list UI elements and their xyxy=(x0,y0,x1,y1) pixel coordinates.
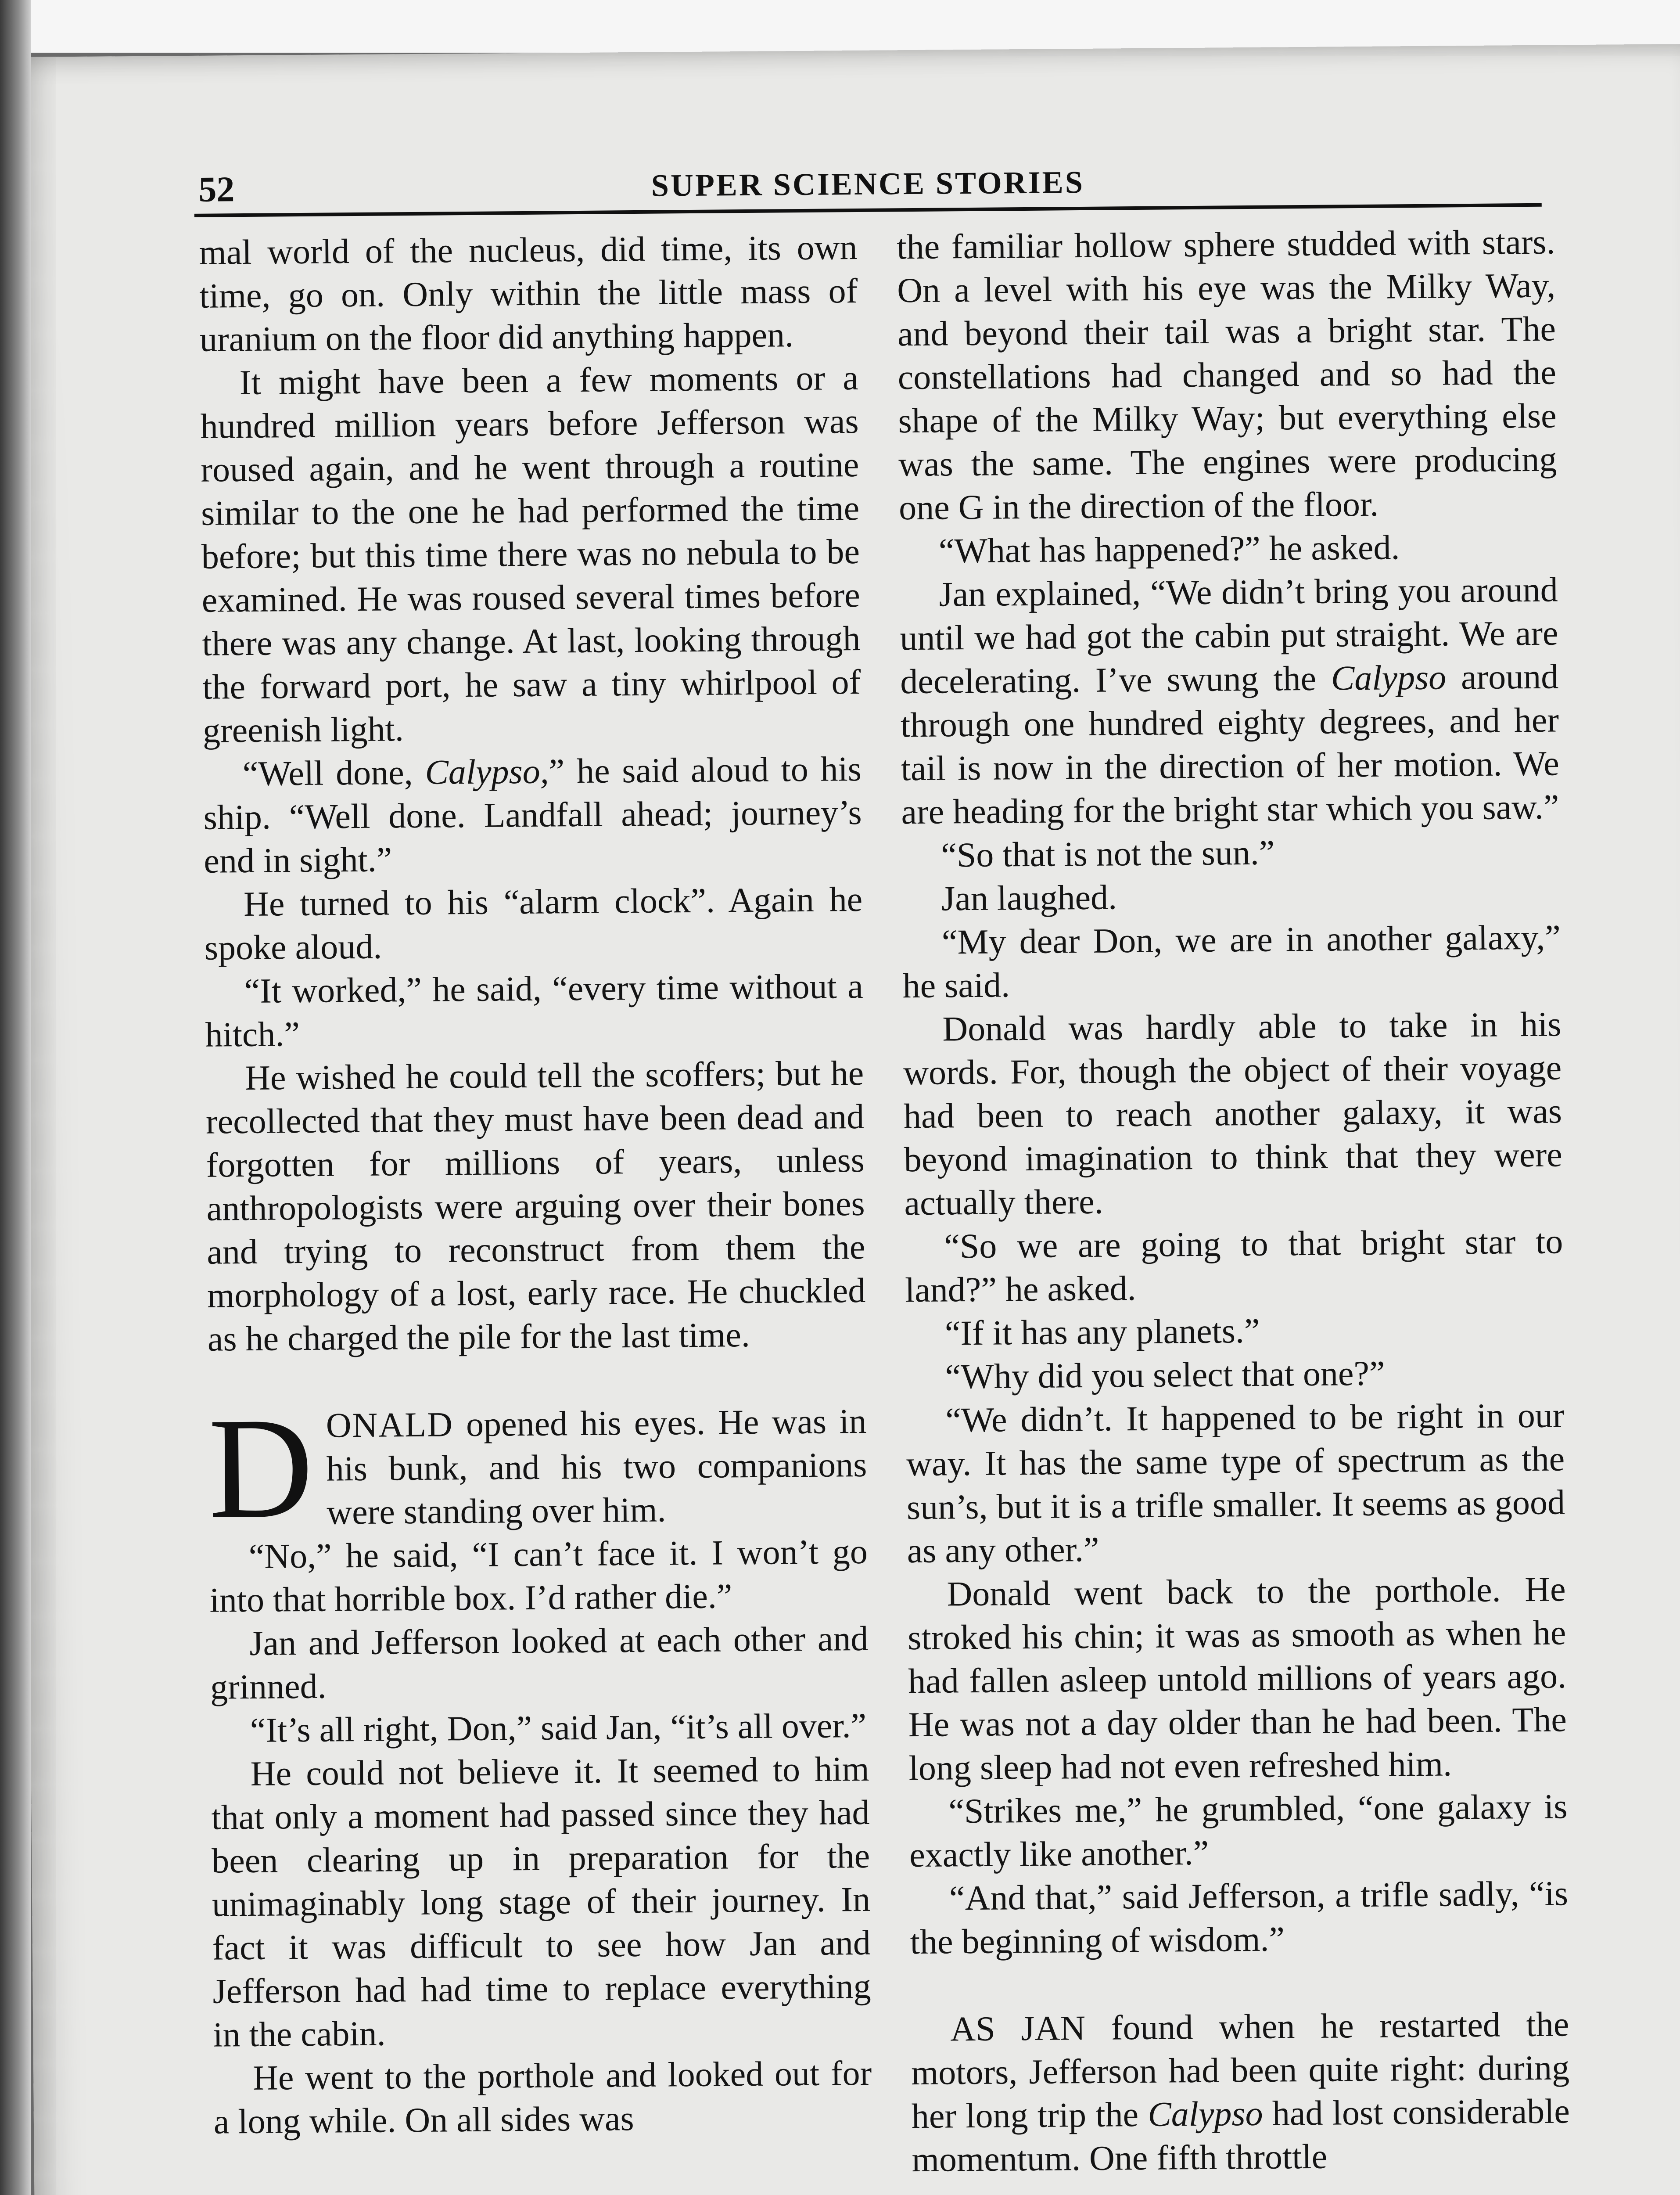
text-run: had lost considerable momentum. One fifth throttle xyxy=(912,2092,1570,2180)
paragraph: Donald went back to the porthole. He stroked his chin; it was as smooth as when he had fallen asleep untold millions of years ago. He was not a day older than he had been. The long sleep had not even refreshed him. xyxy=(908,1570,1567,1788)
page-number: 52 xyxy=(198,169,235,209)
small-caps-lead: AS JAN xyxy=(950,2009,1086,2049)
paragraph: the familiar hollow sphere studded with stars. On a level with his eye was the Milky Way, and beyond their tail was a bright star. The constellations had changed and so had the shape of the Milky Way; but everything else was the same. The engines were producing one G in the direction of the floor. xyxy=(897,223,1557,528)
text-run: found when he restarted the motors, Jefferson had been quite right: during her long trip the xyxy=(911,2005,1570,2136)
paragraph: “So that is not the sun.” xyxy=(941,833,1275,875)
paragraph: “No,” he said, “I can’t face it. I won’t go into that horrible box. I’d rather die.” xyxy=(209,1532,868,1620)
page-binding-shadow xyxy=(0,0,31,2195)
ship-name: Calypso xyxy=(1331,658,1447,698)
paragraph: Jan and Jefferson looked at each other and grinned. xyxy=(210,1619,869,1707)
paragraph: He could not believe it. It seemed to him that only a moment had passed since they had been clearing up in preparation for the unimaginably long stage of their journey. In fact it was difficult to see how Jan and Jefferson had had time to replace everything in the cabin. xyxy=(211,1749,871,2055)
paragraph: mal world of the nucleus, did time, its own time, go on. Only within the little mass of uranium on the floor did anything happen. xyxy=(199,228,858,359)
text-run: Jan explained, “We didn’t bring you around until we had got the cabin put straight. We are decelerating. I’ve swung the xyxy=(900,570,1558,702)
paragraph: He wished he could tell the scoffers; but he recollected that they must have been dead and forgotten for millions of years, unless anthropologists were arguing over their bones and trying to reconstruct from them the morphology of a lost, early race. He chuckled as he charged the pile for the last time. xyxy=(205,1054,866,1359)
paragraph: Jan laughed. xyxy=(941,878,1117,918)
text-run: “Well done, xyxy=(242,753,425,794)
paragraph: “It’s all right, Don,” said Jan, “it’s all over.” xyxy=(250,1706,867,1750)
paragraph: Donald was hardly able to take in his words. For, though the object of their voyage had been to reach another galaxy, it was beyond imagination to think that they were actually there. xyxy=(903,1005,1563,1223)
paragraph xyxy=(203,748,862,883)
right-column xyxy=(897,220,1570,2182)
paragraph: He turned to his “alarm clock”. Again he spoke aloud. xyxy=(204,880,863,968)
text-run: opened his eyes. He was in his bunk, and his two companions were standing over him. xyxy=(326,1402,867,1532)
paragraph: “It worked,” he said, “every time without a hitch.” xyxy=(205,967,864,1054)
page-header xyxy=(194,137,1542,217)
text-run: around through one hundred eighty degrees, and her tail is now in the direction of her motion. We are heading for the bright star which you saw.” xyxy=(900,657,1560,832)
paragraph: “So we are going to that bright star to land?” he asked. xyxy=(905,1222,1563,1310)
paragraph: It might have been a few moments or a hundred million years before Jefferson was roused again, and he went through a routine similar to the one he had performed the time before; but this time there was no nebula to be examined. He was roused several times before there was any change. At last, looking through the forward port, he saw a tiny whirlpool of greenish light. xyxy=(200,358,861,750)
ship-name: Calypso, xyxy=(425,752,549,792)
paragraph-section-start xyxy=(208,1387,867,1549)
paragraph: “Strikes me,” he grumbled, “one galaxy is exactly like another.” xyxy=(909,1787,1568,1875)
paragraph-section-start xyxy=(911,2003,1570,2182)
small-caps-lead: ONALD xyxy=(326,1405,454,1445)
paragraph xyxy=(899,568,1560,834)
paragraph: “We didn’t. It happened to be right in our way. It has the same type of spectrum as the sun’s, but it is a trifle smaller. It seems as good as any other.” xyxy=(906,1396,1565,1571)
drop-cap: D xyxy=(208,1387,314,1549)
ship-name: Calypso xyxy=(1148,2094,1263,2134)
left-column xyxy=(199,226,872,2144)
paragraph: “What has happened?” he asked. xyxy=(938,528,1400,571)
paragraph: He went to the porthole and looked out for a long while. On all sides was xyxy=(213,2054,872,2141)
magazine-title: SUPER SCIENCE STORIES xyxy=(651,164,1085,203)
magazine-page xyxy=(18,44,1680,2195)
text-run: ” he said aloud to his ship. “Well done. Landfall ahead; journey’s end in sight.” xyxy=(203,749,862,881)
paragraph: “If it has any planets.” xyxy=(944,1311,1260,1353)
paragraph: “Why did you select that one?” xyxy=(945,1354,1385,1396)
paragraph: “And that,” said Jefferson, a trifle sadly, “is the beginning of wisdom.” xyxy=(910,1874,1569,1962)
paragraph: “My dear Don, we are in another galaxy,” he said. xyxy=(902,918,1561,1006)
scan-background-top xyxy=(0,0,1680,53)
